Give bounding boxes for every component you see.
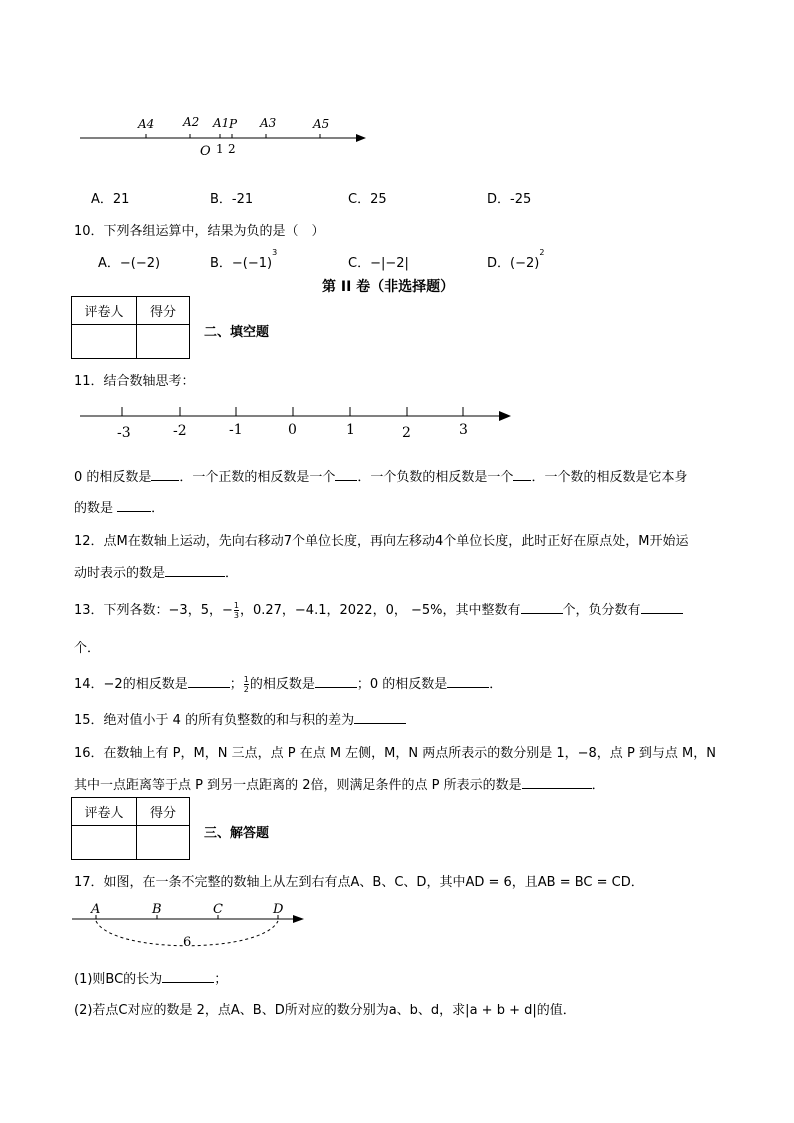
q13-line-1: 13．下列各数：−3，5，− $\frac{1}{3}$ ，0.27，−4.1，2022，0， −5%，其中整数有 个，负分数有 — [74, 599, 683, 620]
q11-stem: 11．结合数轴思考： — [74, 374, 195, 389]
tick-label: 0 — [288, 422, 297, 438]
q14-line: 14．−2的相反数是 ； $\frac{1}{2}$ 的相反数是 ；0 的相反数是 ． — [74, 675, 503, 694]
q17-sub-1: (1)则BC的长为 ； — [74, 972, 228, 987]
q15-blank[interactable] — [354, 711, 406, 724]
score-table-header-grader: 评卷人 — [72, 798, 137, 826]
score-table-1 — [71, 296, 190, 359]
score-table-cell-grader[interactable] — [72, 826, 137, 860]
part-2-heading: 二、填空题 — [204, 325, 270, 340]
score-table-header-score: 得分 — [137, 297, 190, 325]
q13-line-2: 个． — [74, 641, 101, 656]
q14-fraction: $\frac{1}{2}$ — [243, 675, 249, 694]
q11-line-1: 0 的相反数是 ．一个正数的相反数是一个 ．一个负数的相反数是一个 ．一个数的相反数是它本身 — [74, 470, 688, 485]
q10-option-a: A．−(−2) — [98, 256, 161, 271]
q14-blank-3[interactable] — [447, 675, 489, 688]
q14-blank-2[interactable] — [315, 675, 357, 688]
point-d: D — [273, 902, 284, 917]
tick-label: 3 — [459, 422, 468, 438]
q10-option-b: B．$-(-1)^3$ — [210, 248, 278, 271]
part-3-heading: 三、解答题 — [204, 826, 270, 841]
score-table-2 — [71, 797, 190, 860]
score-table-cell-score[interactable] — [137, 325, 190, 359]
q11-number-line — [80, 400, 520, 445]
q11-blank-3[interactable] — [513, 468, 531, 481]
score-table-header-grader: 评卷人 — [72, 297, 137, 325]
q16-blank[interactable] — [522, 776, 592, 789]
label-one: 1 — [216, 142, 224, 156]
q17-sub-2: (2)若点C对应的数是 2，点A、B、D所对应的数分别为a、b、d，求|a + b + d|的值． — [74, 1003, 576, 1018]
q12-line-2: 动时表示的数是 ． — [74, 566, 239, 581]
point-a: A — [91, 902, 101, 917]
q9-option-a: A．21 — [91, 192, 130, 207]
q9-option-c: C．25 — [348, 192, 387, 207]
tick-label: -1 — [229, 422, 243, 438]
label-a4: A4 — [138, 117, 155, 131]
q9-number-line — [80, 112, 380, 162]
q11-blank-1[interactable] — [151, 468, 179, 481]
q13-fraction: $\frac{1}{3}$ — [233, 601, 239, 620]
q17-number-line — [72, 898, 312, 954]
q13-blank-1[interactable] — [521, 601, 563, 614]
label-two: 2 — [228, 142, 236, 156]
q11-blank-4[interactable] — [117, 499, 151, 512]
q9-option-b: B．-21 — [210, 192, 254, 207]
score-table-cell-score[interactable] — [137, 826, 190, 860]
q12-blank[interactable] — [165, 564, 225, 577]
q10-option-d: D．$(-2)^2$ — [487, 248, 545, 271]
tick-label: 1 — [346, 422, 355, 438]
q11-blank-2[interactable] — [335, 468, 357, 481]
point-b: B — [152, 902, 162, 917]
tick-label: 2 — [402, 425, 411, 441]
q15-line: 15．绝对值小于 4 的所有负整数的和与积的差为 — [74, 709, 406, 728]
label-a5: A5 — [313, 117, 330, 131]
q17-blank[interactable] — [162, 970, 214, 983]
label-a3: A3 — [260, 116, 277, 130]
label-p: P — [229, 117, 238, 131]
q16-line-1: 16．在数轴上有 P，M，N 三点，点 P 在点 M 左侧，M，N 两点所表示的数分别是 1，−8，点 P 到与点 M，N — [74, 746, 716, 761]
q11-line-2: 的数是 ． — [74, 501, 165, 516]
section-2-title: 第 II 卷（非选择题） — [322, 279, 455, 295]
q16-line-2: 其中一点距离等于点 P 到另一点距离的 2倍，则满足条件的点 P 所表示的数是 ． — [74, 778, 605, 793]
q10-stem: 10．下列各组运算中，结果为负的是（ ） — [74, 224, 325, 239]
q9-option-d: D．-25 — [487, 192, 532, 207]
score-table-cell-grader[interactable] — [72, 325, 137, 359]
tick-label: -3 — [117, 425, 131, 441]
point-c: C — [213, 902, 223, 917]
q10-option-c: C．−|−2| — [348, 256, 409, 271]
score-table-header-score: 得分 — [137, 798, 190, 826]
label-a1: A1 — [213, 116, 230, 130]
q14-blank-1[interactable] — [188, 675, 230, 688]
q12-line-1: 12．点M在数轴上运动，先向右移动7个单位长度，再向左移动4个单位长度，此时正好在原点处，M开始运 — [74, 534, 689, 549]
label-o: O — [200, 144, 211, 159]
q17-line-1: 17．如图，在一条不完整的数轴上从左到右有点A、B、C、D，其中AD = 6，且AB = BC = CD． — [74, 875, 644, 890]
label-a2: A2 — [183, 115, 200, 129]
q13-blank-2[interactable] — [641, 601, 683, 614]
tick-label: -2 — [173, 423, 187, 439]
distance-label: 6 — [183, 935, 192, 950]
